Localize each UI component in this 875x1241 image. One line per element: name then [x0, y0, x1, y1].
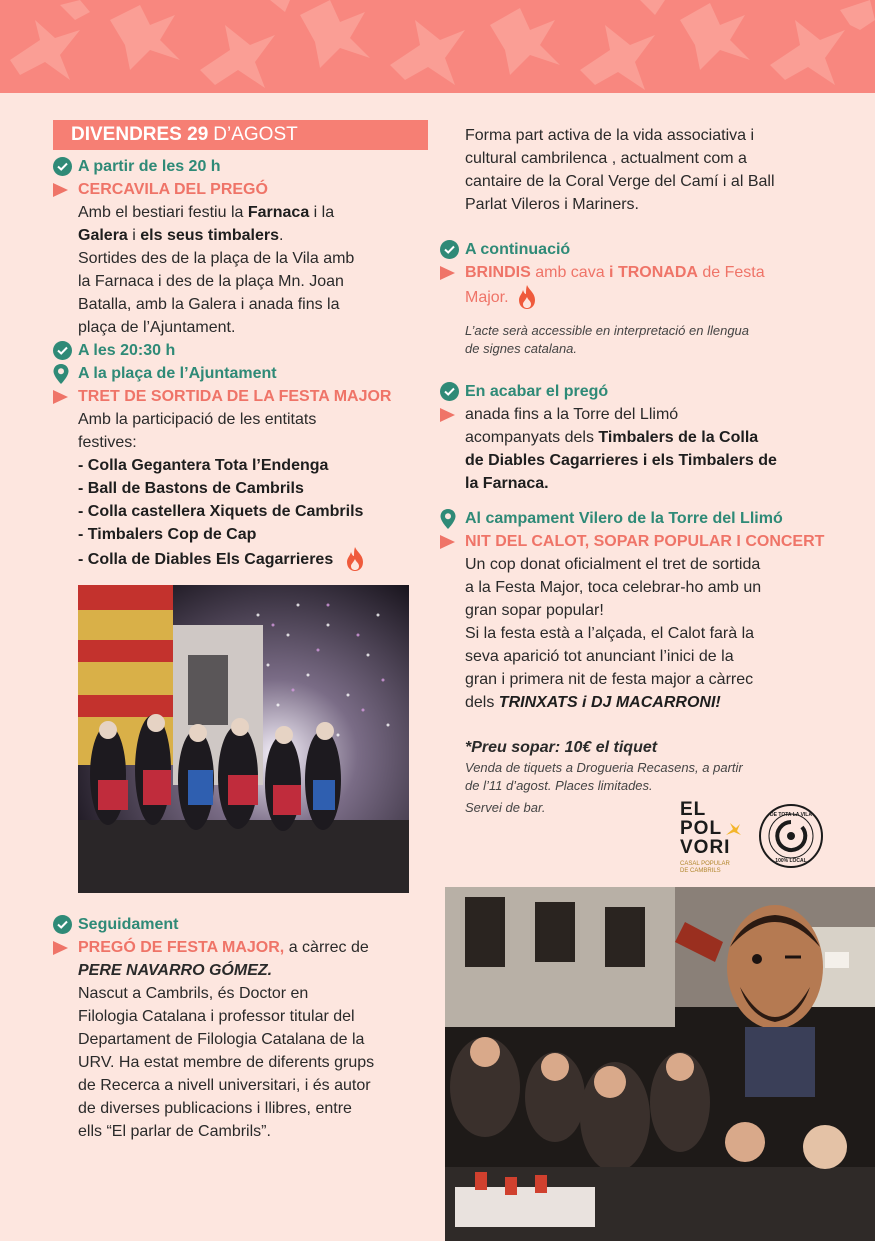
- list-item: - Colla castellera Xiquets de Cambrils: [78, 503, 364, 520]
- event-title: CERCAVILA DEL PREGÓ: [78, 181, 268, 198]
- text-span: i: [127, 227, 141, 244]
- text-bold: Timbalers de la Colla: [598, 429, 759, 446]
- birds-pattern: [0, 0, 875, 93]
- location-pin-icon: [440, 507, 465, 530]
- title-row: [440, 261, 835, 284]
- text-line: de Recerca a nivell universitari, i és autor: [78, 1077, 371, 1094]
- logo-subtext: CASAL POPULAR: [680, 861, 730, 867]
- photo-stage-confetti: [78, 585, 409, 893]
- list-item-with-icon: [78, 546, 428, 572]
- text-line: L’acte serà accessible en interpretació en llengua: [465, 323, 750, 338]
- time-row: [53, 339, 428, 362]
- text-line: gran sopar popular!: [465, 602, 604, 619]
- text-line: ells “El parlar de Cambrils”.: [78, 1123, 271, 1140]
- place-row: [440, 507, 835, 530]
- list-item: - Ball de Bastons de Cambrils: [78, 480, 304, 497]
- play-arrow-icon: [53, 936, 78, 959]
- text-line: cantaire de la Coral Verge del Camí i al Ball: [465, 173, 775, 190]
- event-description: [53, 959, 428, 1143]
- play-arrow-icon: [440, 403, 465, 426]
- title-row: [440, 530, 835, 553]
- logo-subtext: DE CAMBRILS: [680, 868, 721, 874]
- text-line: gran i primera nit de festa major a càrrec: [465, 671, 754, 688]
- text-span: amb cava: [530, 264, 610, 281]
- text-line: de l’11 d’agost. Places limitades.: [465, 778, 653, 793]
- title-row: [53, 385, 428, 408]
- pregó-section: [53, 913, 428, 1143]
- list-item: - Colla Gegantera Tota l’Endenga: [78, 457, 329, 474]
- right-column: [440, 124, 835, 820]
- title-row: [53, 178, 428, 201]
- text-line: Venda de tiquets a Drogueria Recasens, a partir: [465, 760, 743, 775]
- text-line: Filologia Catalana i professor titular del: [78, 1008, 355, 1025]
- text-span: Amb el bestiari festiu la: [78, 204, 248, 221]
- badge-bottom-text: 100% LOCAL: [775, 858, 807, 864]
- logo-text: EL: [680, 799, 707, 820]
- header-banner: [0, 0, 875, 93]
- event-place: A la plaça de l’Ajuntament: [78, 365, 277, 382]
- fire-icon: [345, 546, 365, 572]
- text-bold: la Farnaca.: [465, 475, 549, 492]
- check-icon: [53, 339, 78, 362]
- el-polvori-logo: [680, 800, 750, 880]
- play-arrow-icon: [440, 261, 465, 284]
- text-line: la Farnaca i des de la plaça Mn. Joan: [78, 273, 344, 290]
- text-bold: els seus timbalers: [140, 227, 280, 244]
- play-arrow-icon: [53, 178, 78, 201]
- fire-icon: [517, 284, 537, 310]
- text-line: Si la festa està a l’alçada, el Calot farà la: [465, 625, 755, 642]
- list-item: - Colla de Diables Els Cagarrieres: [78, 550, 334, 568]
- text-line: Batalla, amb la Galera i anada fins la: [78, 296, 340, 313]
- local-badge-logo: [758, 803, 824, 869]
- text-line: a la Festa Major, toca celebrar-ho amb un: [465, 579, 762, 596]
- event-time: A continuació: [465, 241, 571, 258]
- check-icon: [53, 913, 78, 936]
- day-header-bold: DIVENDRES 29: [71, 124, 209, 145]
- accessibility-note: [440, 322, 835, 358]
- text-span: anada fins a la Torre del Llimó: [465, 406, 679, 423]
- text-span: de Festa: [697, 264, 765, 281]
- play-arrow-icon: [53, 385, 78, 408]
- text-line: festives:: [78, 434, 137, 451]
- left-column: [53, 120, 428, 572]
- text-line: Servei de bar.: [465, 800, 546, 815]
- text-bold: Farnaca: [247, 204, 310, 221]
- text-line: de signes catalana.: [465, 341, 578, 356]
- text-line: seva aparició tot anunciant l’inici de la: [465, 648, 734, 665]
- badge-top-text: DE TOTA LA VILA: [770, 812, 812, 818]
- check-icon: [440, 238, 465, 261]
- title-row: [53, 936, 428, 959]
- day-header-month: D’AGOST: [213, 124, 298, 145]
- title-row: [440, 403, 835, 426]
- text-line: Forma part activa de la vida associativa i: [465, 127, 755, 144]
- event-description: [440, 426, 835, 495]
- text-line: URV. Ha estat membre de diferents grups: [78, 1054, 375, 1071]
- text-span: dels: [465, 694, 499, 711]
- day-header: [53, 120, 428, 150]
- text-line: Departament de Filologia Catalana de la: [78, 1031, 365, 1048]
- speaker-name: PERE NAVARRO GÓMEZ.: [78, 962, 273, 979]
- speaker-bio-continued: [440, 124, 835, 216]
- event-place: Al campament Vilero de la Torre del Llimó: [465, 510, 783, 527]
- text-line: Nascut a Cambrils, és Doctor en: [78, 985, 309, 1002]
- event-time: A partir de les 20 h: [78, 158, 221, 175]
- text-span: acompanyats dels: [465, 429, 599, 446]
- text-line: Un cop donat oficialment el tret de sortida: [465, 556, 761, 573]
- text-span: i la: [309, 204, 335, 221]
- text-bold: Galera: [78, 227, 128, 244]
- text-line: de diverses publicacions i llibres, entre: [78, 1100, 352, 1117]
- title-continued: [440, 284, 835, 310]
- photo-night-dinner: [445, 887, 875, 1241]
- event-title: TRET DE SORTIDA DE LA FESTA MAJOR: [78, 388, 392, 405]
- performers: TRINXATS i DJ MACARRONI!: [498, 694, 721, 711]
- event-description: [53, 201, 428, 339]
- text-line: Parlat Vileros i Mariners.: [465, 196, 639, 213]
- text-line: Sortides des de la plaça de la Vila amb: [78, 250, 355, 267]
- text-bold: de Diables Cagarrieres i els Timbalers de: [465, 452, 777, 469]
- event-title: PREGÓ DE FESTA MAJOR,: [78, 939, 285, 956]
- check-icon: [53, 155, 78, 178]
- time-row: [440, 238, 835, 261]
- text-span: .: [279, 227, 284, 244]
- location-pin-icon: [53, 362, 78, 385]
- event-time: Seguidament: [78, 916, 179, 933]
- play-arrow-icon: [440, 530, 465, 553]
- event-title: BRINDIS: [465, 264, 531, 281]
- event-title: NIT DEL CALOT, SOPAR POPULAR I CONCERT: [465, 533, 825, 550]
- time-row: [53, 913, 428, 936]
- event-time: En acabar el pregó: [465, 383, 609, 400]
- time-row: [440, 380, 835, 403]
- check-icon: [440, 380, 465, 403]
- spark-icon: [724, 821, 742, 837]
- time-row: [53, 155, 428, 178]
- text-line: plaça de l’Ajuntament.: [78, 319, 236, 336]
- price: *Preu sopar: 10€ el tiquet: [465, 739, 658, 756]
- event-title: i TRONADA: [609, 264, 698, 281]
- list-item: - Timbalers Cop de Cap: [78, 526, 257, 543]
- text-line: cultural cambrilenca , actualment com a: [465, 150, 747, 167]
- text-span: Major.: [465, 288, 509, 306]
- entities-list: [53, 454, 428, 572]
- event-description: [440, 553, 835, 714]
- logo-text: VORI: [680, 837, 731, 858]
- place-row: [53, 362, 428, 385]
- logo-text: POL: [680, 818, 723, 839]
- event-description: [53, 408, 428, 454]
- event-time: A les 20:30 h: [78, 342, 176, 359]
- text-line: Amb la participació de les entitats: [78, 411, 317, 428]
- text-span: a càrrec de: [284, 939, 369, 956]
